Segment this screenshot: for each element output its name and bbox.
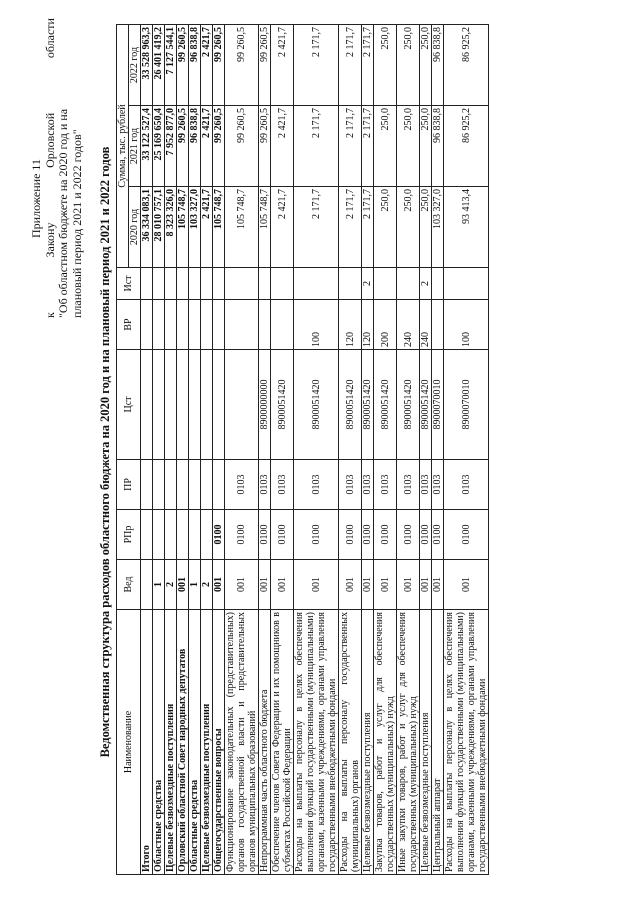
cell-y2020: 2 171,7 <box>294 187 339 268</box>
cell-y2020: 105 748,7 <box>213 187 225 268</box>
cell-rpr: 0100 <box>420 510 432 560</box>
cell-y2021: 7 952 877,0 <box>165 106 177 187</box>
cell-y2022: 250,0 <box>420 24 432 105</box>
cell-cst: 8900051420 <box>362 350 374 460</box>
cell-name: Общегосударственные вопросы <box>213 610 225 875</box>
cell-cst: 8900070010 <box>432 350 444 460</box>
cell-ved: 001 <box>432 560 444 610</box>
table-row <box>165 24 177 874</box>
region-tail: области <box>42 18 57 59</box>
cell-cst <box>225 350 259 460</box>
cell-vr <box>165 300 177 350</box>
cell-vr <box>201 300 213 350</box>
cell-ist <box>201 268 213 300</box>
cell-name: Целевые безвозмездные поступления <box>165 610 177 875</box>
cell-rpr <box>153 510 165 560</box>
table-row <box>177 24 189 874</box>
budget-table <box>116 24 489 875</box>
cell-y2021: 33 122 527,4 <box>141 106 153 187</box>
cell-cst <box>213 350 225 460</box>
cell-y2020: 250,0 <box>420 187 432 268</box>
cell-y2021: 86 925,2 <box>444 106 489 187</box>
cell-ved: 001 <box>271 560 294 610</box>
cell-vr <box>432 300 444 350</box>
cell-ist <box>432 268 444 300</box>
cell-name: Расходы на выплаты персоналу в целях обеспечения выполнения функций государственными (муниципальными) органами, казенными учреждениями, органами управления государственными внебюджетными фондами <box>294 610 339 875</box>
header-2020: 2020 год <box>129 187 141 268</box>
table-row <box>201 24 213 874</box>
cell-ist <box>225 268 259 300</box>
cell-y2020: 36 334 083,1 <box>141 187 153 268</box>
cell-ved: 001 <box>213 560 225 610</box>
table-row <box>397 24 420 874</box>
cell-pr: 0103 <box>225 460 259 510</box>
cell-y2022: 33 528 963,3 <box>141 24 153 105</box>
cell-cst: 8900051420 <box>397 350 420 460</box>
cell-name: Итого <box>141 610 153 875</box>
cell-ist: 2 <box>362 268 374 300</box>
cell-y2022: 2 171,7 <box>362 24 374 105</box>
cell-ist <box>339 268 362 300</box>
cell-rpr: 0100 <box>374 510 397 560</box>
cell-pr <box>189 460 201 510</box>
cell-pr: 0103 <box>294 460 339 510</box>
cell-name: Орловский областной Совет народных депутатов <box>177 610 189 875</box>
cell-rpr <box>165 510 177 560</box>
cell-y2022: 99 260,5 <box>259 24 271 105</box>
cell-ved <box>141 560 153 610</box>
table-row <box>271 24 294 874</box>
law-prefix: к <box>42 312 57 318</box>
cell-rpr: 0100 <box>362 510 374 560</box>
cell-y2020: 2 421,7 <box>271 187 294 268</box>
cell-y2021: 2 171,7 <box>362 106 374 187</box>
cell-rpr: 0100 <box>271 510 294 560</box>
cell-y2021: 2 421,7 <box>201 106 213 187</box>
table-row <box>374 24 397 874</box>
header-sum: Сумма, тыс. рублей <box>117 24 129 267</box>
cell-ist <box>397 268 420 300</box>
cell-y2020: 250,0 <box>374 187 397 268</box>
cell-ist <box>374 268 397 300</box>
table-row <box>432 24 444 874</box>
cell-ist <box>294 268 339 300</box>
law-word: Закону <box>42 222 57 258</box>
table-row <box>362 24 374 874</box>
table-header <box>117 24 141 874</box>
cell-name: Областные средства <box>189 610 201 875</box>
cell-y2021: 250,0 <box>374 106 397 187</box>
cell-ved: 001 <box>225 560 259 610</box>
table-row <box>153 24 165 874</box>
cell-cst: 8900051420 <box>420 350 432 460</box>
cell-y2022: 96 838,8 <box>189 24 201 105</box>
law-reference-line <box>44 18 58 318</box>
cell-vr: 100 <box>444 300 489 350</box>
cell-y2022: 7 127 544,1 <box>165 24 177 105</box>
cell-name: Непрограммная часть областного бюджета <box>259 610 271 875</box>
cell-y2020: 250,0 <box>397 187 420 268</box>
cell-pr: 0103 <box>432 460 444 510</box>
cell-vr: 200 <box>374 300 397 350</box>
cell-cst <box>177 350 189 460</box>
table-body <box>141 24 489 874</box>
cell-name: Функционирование законодательных (представительных) органов государственной власти и представительных органов муниципальных образований <box>225 610 259 875</box>
cell-pr: 0103 <box>339 460 362 510</box>
cell-vr <box>271 300 294 350</box>
cell-name: Закупка товаров, работ и услуг для обеспечения государственных (муниципальных) нужд <box>374 610 397 875</box>
cell-ist <box>271 268 294 300</box>
cell-ist <box>189 268 201 300</box>
header-name: Наименование <box>117 610 141 875</box>
cell-pr <box>213 460 225 510</box>
cell-pr <box>165 460 177 510</box>
cell-y2021: 25 169 650,4 <box>153 106 165 187</box>
cell-pr: 0103 <box>374 460 397 510</box>
cell-ist <box>259 268 271 300</box>
cell-y2021: 2 171,7 <box>294 106 339 187</box>
cell-y2021: 99 260,5 <box>225 106 259 187</box>
cell-vr <box>225 300 259 350</box>
cell-y2021: 250,0 <box>397 106 420 187</box>
cell-y2022: 250,0 <box>374 24 397 105</box>
cell-rpr: 0100 <box>444 510 489 560</box>
law-title-line-2: плановый период 2021 и 2022 годов" <box>69 129 84 318</box>
table-row <box>225 24 259 874</box>
cell-y2020: 8 323 326,0 <box>165 187 177 268</box>
cell-y2020: 103 327,0 <box>432 187 444 268</box>
cell-ved: 001 <box>339 560 362 610</box>
cell-pr: 0103 <box>397 460 420 510</box>
cell-rpr <box>189 510 201 560</box>
header-cst: Цст <box>117 350 141 460</box>
table-row <box>339 24 362 874</box>
law-title-line-1: "Об областном бюджете на 2020 год и на <box>56 108 70 318</box>
appendix-number: Приложение 11 <box>29 159 43 238</box>
cell-y2021: 2 421,7 <box>271 106 294 187</box>
cell-ved: 1 <box>153 560 165 610</box>
table-row <box>141 24 153 874</box>
cell-vr: 120 <box>339 300 362 350</box>
cell-name: Целевые безвозмездные поступления <box>201 610 213 875</box>
cell-y2022: 2 171,7 <box>339 24 362 105</box>
cell-vr <box>177 300 189 350</box>
cell-cst <box>201 350 213 460</box>
cell-rpr: 0100 <box>397 510 420 560</box>
cell-cst: 8900051420 <box>374 350 397 460</box>
cell-vr: 100 <box>294 300 339 350</box>
header-pr: ПР <box>117 460 141 510</box>
rotated-document-page <box>20 12 620 892</box>
cell-name: Целевые безвозмездные поступления <box>420 610 432 875</box>
cell-rpr: 0100 <box>213 510 225 560</box>
cell-y2022: 86 925,2 <box>444 24 489 105</box>
cell-rpr: 0100 <box>432 510 444 560</box>
cell-cst: 8900051420 <box>339 350 362 460</box>
cell-ved: 2 <box>201 560 213 610</box>
cell-y2021: 99 260,5 <box>259 106 271 187</box>
cell-pr <box>201 460 213 510</box>
appendix-header <box>30 18 84 318</box>
cell-cst: 8900051420 <box>271 350 294 460</box>
cell-ved: 001 <box>420 560 432 610</box>
table-row <box>444 24 489 874</box>
cell-y2020: 105 748,7 <box>225 187 259 268</box>
cell-ist <box>444 268 489 300</box>
cell-vr <box>259 300 271 350</box>
cell-y2020: 2 171,7 <box>362 187 374 268</box>
cell-y2021: 99 260,5 <box>177 106 189 187</box>
cell-ved: 001 <box>397 560 420 610</box>
cell-rpr: 0100 <box>294 510 339 560</box>
cell-cst <box>153 350 165 460</box>
cell-name: Областные средства <box>153 610 165 875</box>
cell-ved: 001 <box>444 560 489 610</box>
cell-y2022: 99 260,5 <box>225 24 259 105</box>
cell-name: Целевые безвозмездные поступления <box>362 610 374 875</box>
cell-y2022: 26 401 419,2 <box>153 24 165 105</box>
cell-cst <box>141 350 153 460</box>
cell-vr <box>213 300 225 350</box>
cell-y2020: 105 748,7 <box>259 187 271 268</box>
cell-pr: 0103 <box>444 460 489 510</box>
table-row <box>189 24 201 874</box>
cell-y2020: 93 413,4 <box>444 187 489 268</box>
cell-vr: 120 <box>362 300 374 350</box>
cell-pr: 0103 <box>259 460 271 510</box>
cell-vr: 240 <box>397 300 420 350</box>
cell-y2022: 2 421,7 <box>201 24 213 105</box>
cell-ist <box>153 268 165 300</box>
cell-rpr: 0100 <box>225 510 259 560</box>
cell-y2022: 96 838,8 <box>432 24 444 105</box>
cell-cst: 8900070010 <box>444 350 489 460</box>
cell-ved: 001 <box>177 560 189 610</box>
cell-ist <box>177 268 189 300</box>
cell-y2021: 96 838,8 <box>189 106 201 187</box>
cell-y2020: 2 171,7 <box>339 187 362 268</box>
cell-ved: 2 <box>165 560 177 610</box>
cell-y2022: 250,0 <box>397 24 420 105</box>
header-rpr: РПр <box>117 510 141 560</box>
table-row <box>420 24 432 874</box>
region-name: Орловской <box>42 112 57 168</box>
cell-name: Иные закупки товаров, работ и услуг для обеспечения государственных (муниципальных) нужд <box>397 610 420 875</box>
cell-vr <box>189 300 201 350</box>
cell-y2021: 96 838,8 <box>432 106 444 187</box>
cell-y2021: 250,0 <box>420 106 432 187</box>
cell-name: Расходы на выплаты персоналу в целях обеспечения выполнения функций государственными (муниципальными) органами, казенными учреждениями, органами управления государственными внебюджетными фондами <box>444 610 489 875</box>
header-ved: Вед <box>117 560 141 610</box>
cell-rpr: 0100 <box>259 510 271 560</box>
cell-rpr <box>201 510 213 560</box>
header-vr: ВР <box>117 300 141 350</box>
cell-ist <box>141 268 153 300</box>
cell-y2021: 99 260,5 <box>213 106 225 187</box>
cell-y2022: 2 421,7 <box>271 24 294 105</box>
header-ist: Ист <box>117 268 141 300</box>
cell-rpr <box>177 510 189 560</box>
cell-y2020: 105 748,7 <box>177 187 189 268</box>
cell-ved: 001 <box>362 560 374 610</box>
cell-ist <box>213 268 225 300</box>
cell-ist <box>165 268 177 300</box>
cell-ved: 001 <box>374 560 397 610</box>
cell-y2020: 2 421,7 <box>201 187 213 268</box>
header-2021: 2021 год <box>129 106 141 187</box>
cell-y2020: 28 010 757,1 <box>153 187 165 268</box>
cell-vr: 240 <box>420 300 432 350</box>
cell-name: Обеспечение членов Совета Федерации и их помощников в субъектах Российской Федерации <box>271 610 294 875</box>
cell-pr: 0103 <box>362 460 374 510</box>
cell-rpr <box>141 510 153 560</box>
cell-cst <box>189 350 201 460</box>
cell-cst: 8900051420 <box>294 350 339 460</box>
cell-vr <box>141 300 153 350</box>
table-row <box>294 24 339 874</box>
cell-pr <box>177 460 189 510</box>
cell-ved: 1 <box>189 560 201 610</box>
cell-ved: 001 <box>259 560 271 610</box>
cell-y2021: 2 171,7 <box>339 106 362 187</box>
cell-rpr: 0100 <box>339 510 362 560</box>
cell-cst <box>165 350 177 460</box>
document-title: Ведомственная структура расходов областного бюджета на 2020 год и на плановый период 2021 и 2022 годов <box>98 146 112 758</box>
header-2022: 2022 год <box>129 24 141 105</box>
cell-cst: 8900000000 <box>259 350 271 460</box>
cell-pr: 0103 <box>271 460 294 510</box>
table-row <box>259 24 271 874</box>
cell-y2022: 2 171,7 <box>294 24 339 105</box>
cell-y2022: 99 260,5 <box>213 24 225 105</box>
cell-y2020: 103 327,0 <box>189 187 201 268</box>
cell-pr: 0103 <box>420 460 432 510</box>
cell-ist: 2 <box>420 268 432 300</box>
cell-pr <box>153 460 165 510</box>
cell-ved: 001 <box>294 560 339 610</box>
cell-y2022: 99 260,5 <box>177 24 189 105</box>
cell-pr <box>141 460 153 510</box>
cell-name: Центральный аппарат <box>432 610 444 875</box>
cell-name: Расходы на выплаты персоналу государственных (муниципальных) органов <box>339 610 362 875</box>
cell-vr <box>153 300 165 350</box>
table-row <box>213 24 225 874</box>
